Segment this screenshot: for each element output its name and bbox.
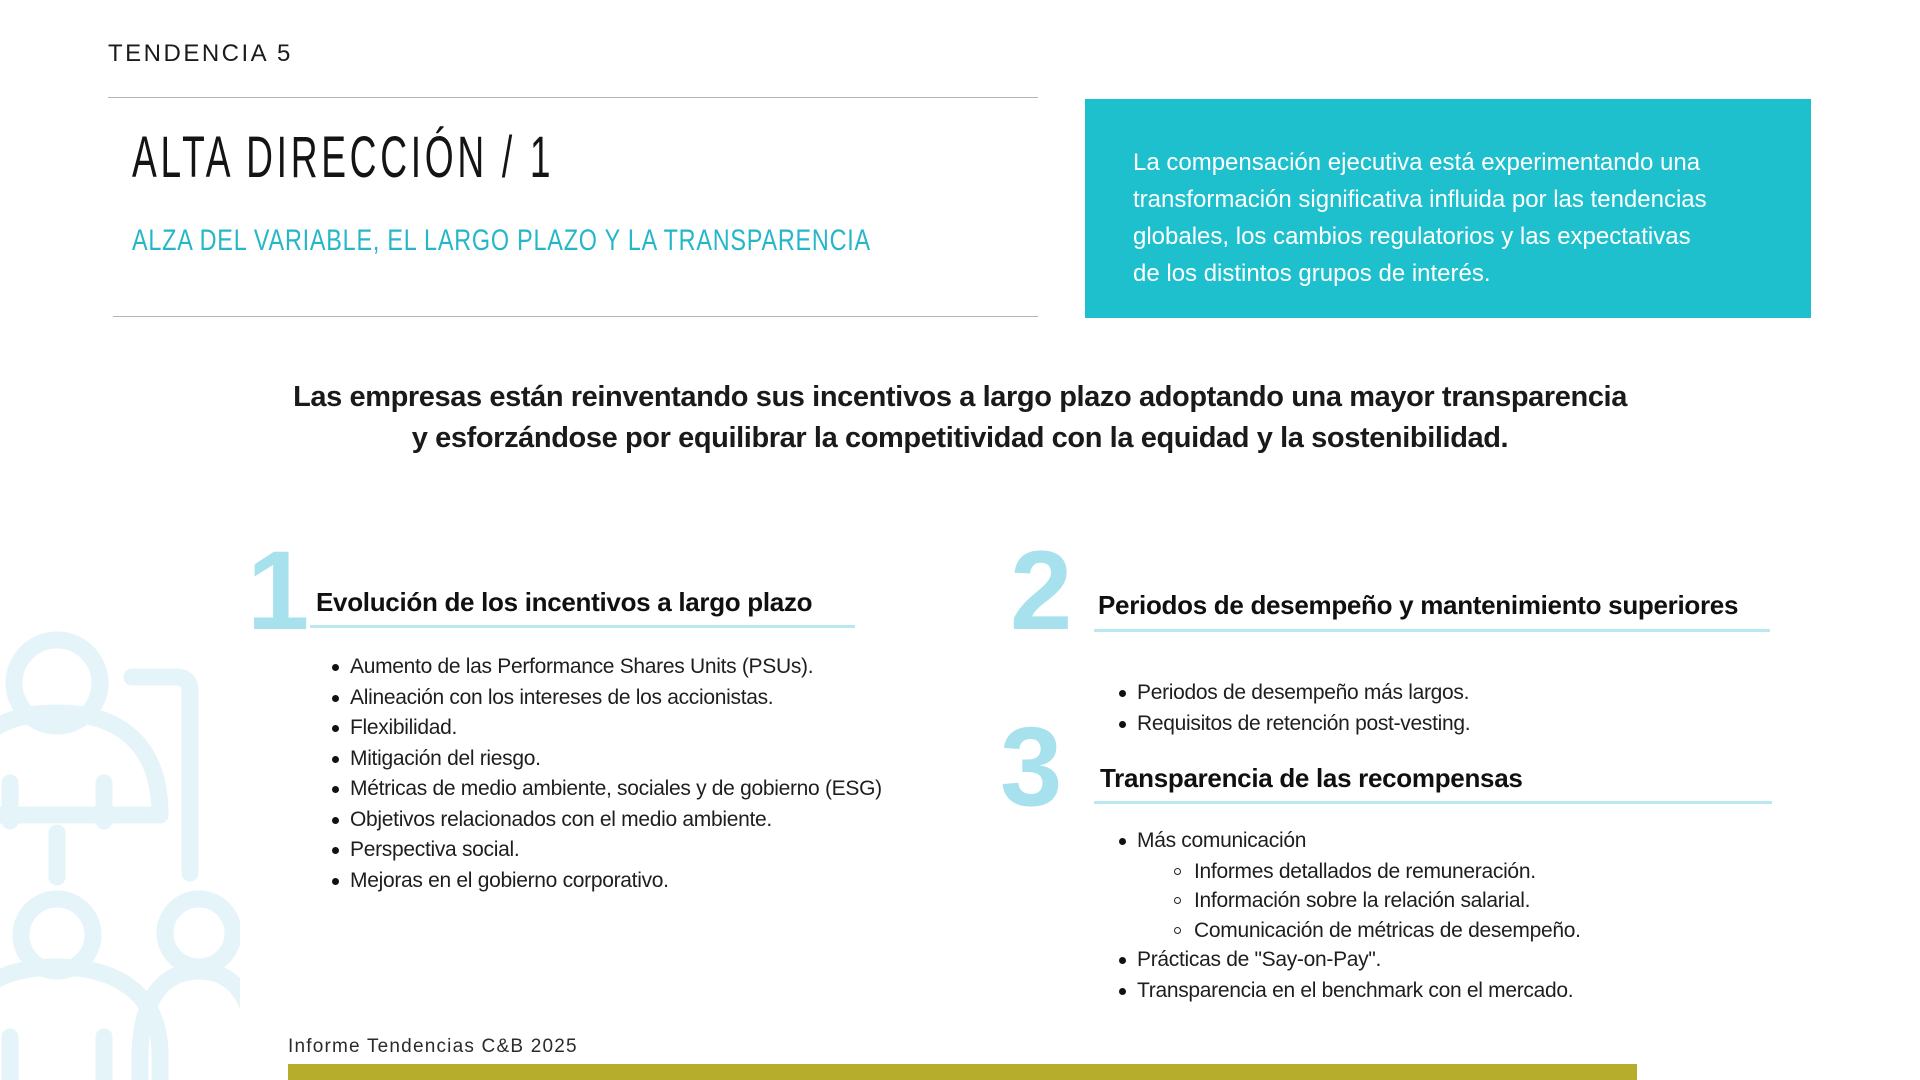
- section-3-sub-list: [1137, 857, 1581, 946]
- section-2-number: 2: [1010, 528, 1073, 653]
- bullet-item: Aumento de las Performance Shares Units (PSUs).: [332, 652, 882, 683]
- bullet-item: Perspectiva social.: [332, 835, 882, 866]
- section-2-underline: [1094, 629, 1770, 632]
- highlight-box: [1085, 99, 1811, 318]
- intro-paragraph: [0, 377, 1920, 459]
- sub-bullet-item: Informes detallados de remuneración.: [1174, 857, 1581, 887]
- bullet-item: Métricas de medio ambiente, sociales y de gobierno (ESG): [332, 774, 882, 805]
- divider-bottom: [113, 316, 1038, 317]
- intro-line: y esforzándose por equilibrar la competitividad con la equidad y la sostenibilidad.: [411, 422, 1509, 454]
- intro-line: Las empresas están reinventando sus incentivos a largo plazo adoptando una mayor transparencia: [293, 381, 1627, 413]
- section-1-bullet-list: [332, 652, 882, 896]
- section-1-heading: Evolución de los incentivos a largo plazo: [316, 587, 813, 617]
- section-3-heading: Transparencia de las recompensas: [1100, 763, 1523, 793]
- section-2-bullet-list: [1119, 678, 1470, 739]
- section-3-bullet-list: [1119, 826, 1581, 1006]
- bullet-item: Flexibilidad.: [332, 713, 882, 744]
- bullet-item: [1119, 826, 1581, 945]
- bullet-item: Mejoras en el gobierno corporativo.: [332, 866, 882, 897]
- eyebrow-label: TENDENCIA 5: [108, 40, 293, 67]
- sub-bullet-item: Comunicación de métricas de desempeño.: [1174, 916, 1581, 946]
- section-1-number: 1: [247, 528, 310, 653]
- highlight-line: de los distintos grupos de interés.: [1133, 260, 1491, 287]
- bullet-text: Más comunicación: [1137, 829, 1307, 852]
- person-head-right: [165, 899, 233, 967]
- footer-accent-bar: [288, 1064, 1637, 1080]
- divider-top: [108, 97, 1038, 98]
- bullet-item: Prácticas de "Say-on-Pay".: [1119, 945, 1581, 976]
- sub-bullet-item: Información sobre la relación salarial.: [1174, 886, 1581, 916]
- bullet-item: Alineación con los intereses de los accionistas.: [332, 683, 882, 714]
- org-chart-watermark-icon: [0, 515, 240, 1080]
- page-subtitle: ALZA DEL VARIABLE, EL LARGO PLAZO Y LA TRANSPARENCIA: [132, 224, 871, 257]
- section-1-underline: [310, 625, 855, 628]
- section-2-heading: Periodos de desempeño y mantenimiento superiores: [1098, 590, 1739, 620]
- highlight-line: globales, los cambios regulatorios y las expectativas: [1133, 223, 1691, 250]
- bullet-item: Objetivos relacionados con el medio ambiente.: [332, 805, 882, 836]
- highlight-line: transformación significativa influida por las tendencias: [1133, 186, 1707, 213]
- bullet-item: Requisitos de retención post-vesting.: [1119, 709, 1470, 740]
- section-3-underline: [1094, 801, 1772, 804]
- bullet-item: Mitigación del riesgo.: [332, 744, 882, 775]
- page-title: ALTA DIRECCIÓN / 1: [132, 125, 555, 190]
- highlight-line: La compensación ejecutiva está experimentando una: [1133, 149, 1701, 176]
- section-3-number: 3: [1000, 704, 1063, 829]
- bullet-item: Transparencia en el benchmark con el mercado.: [1119, 976, 1581, 1007]
- bullet-item: Periodos de desempeño más largos.: [1119, 678, 1470, 709]
- footer-report-label: Informe Tendencias C&B 2025: [288, 1036, 578, 1057]
